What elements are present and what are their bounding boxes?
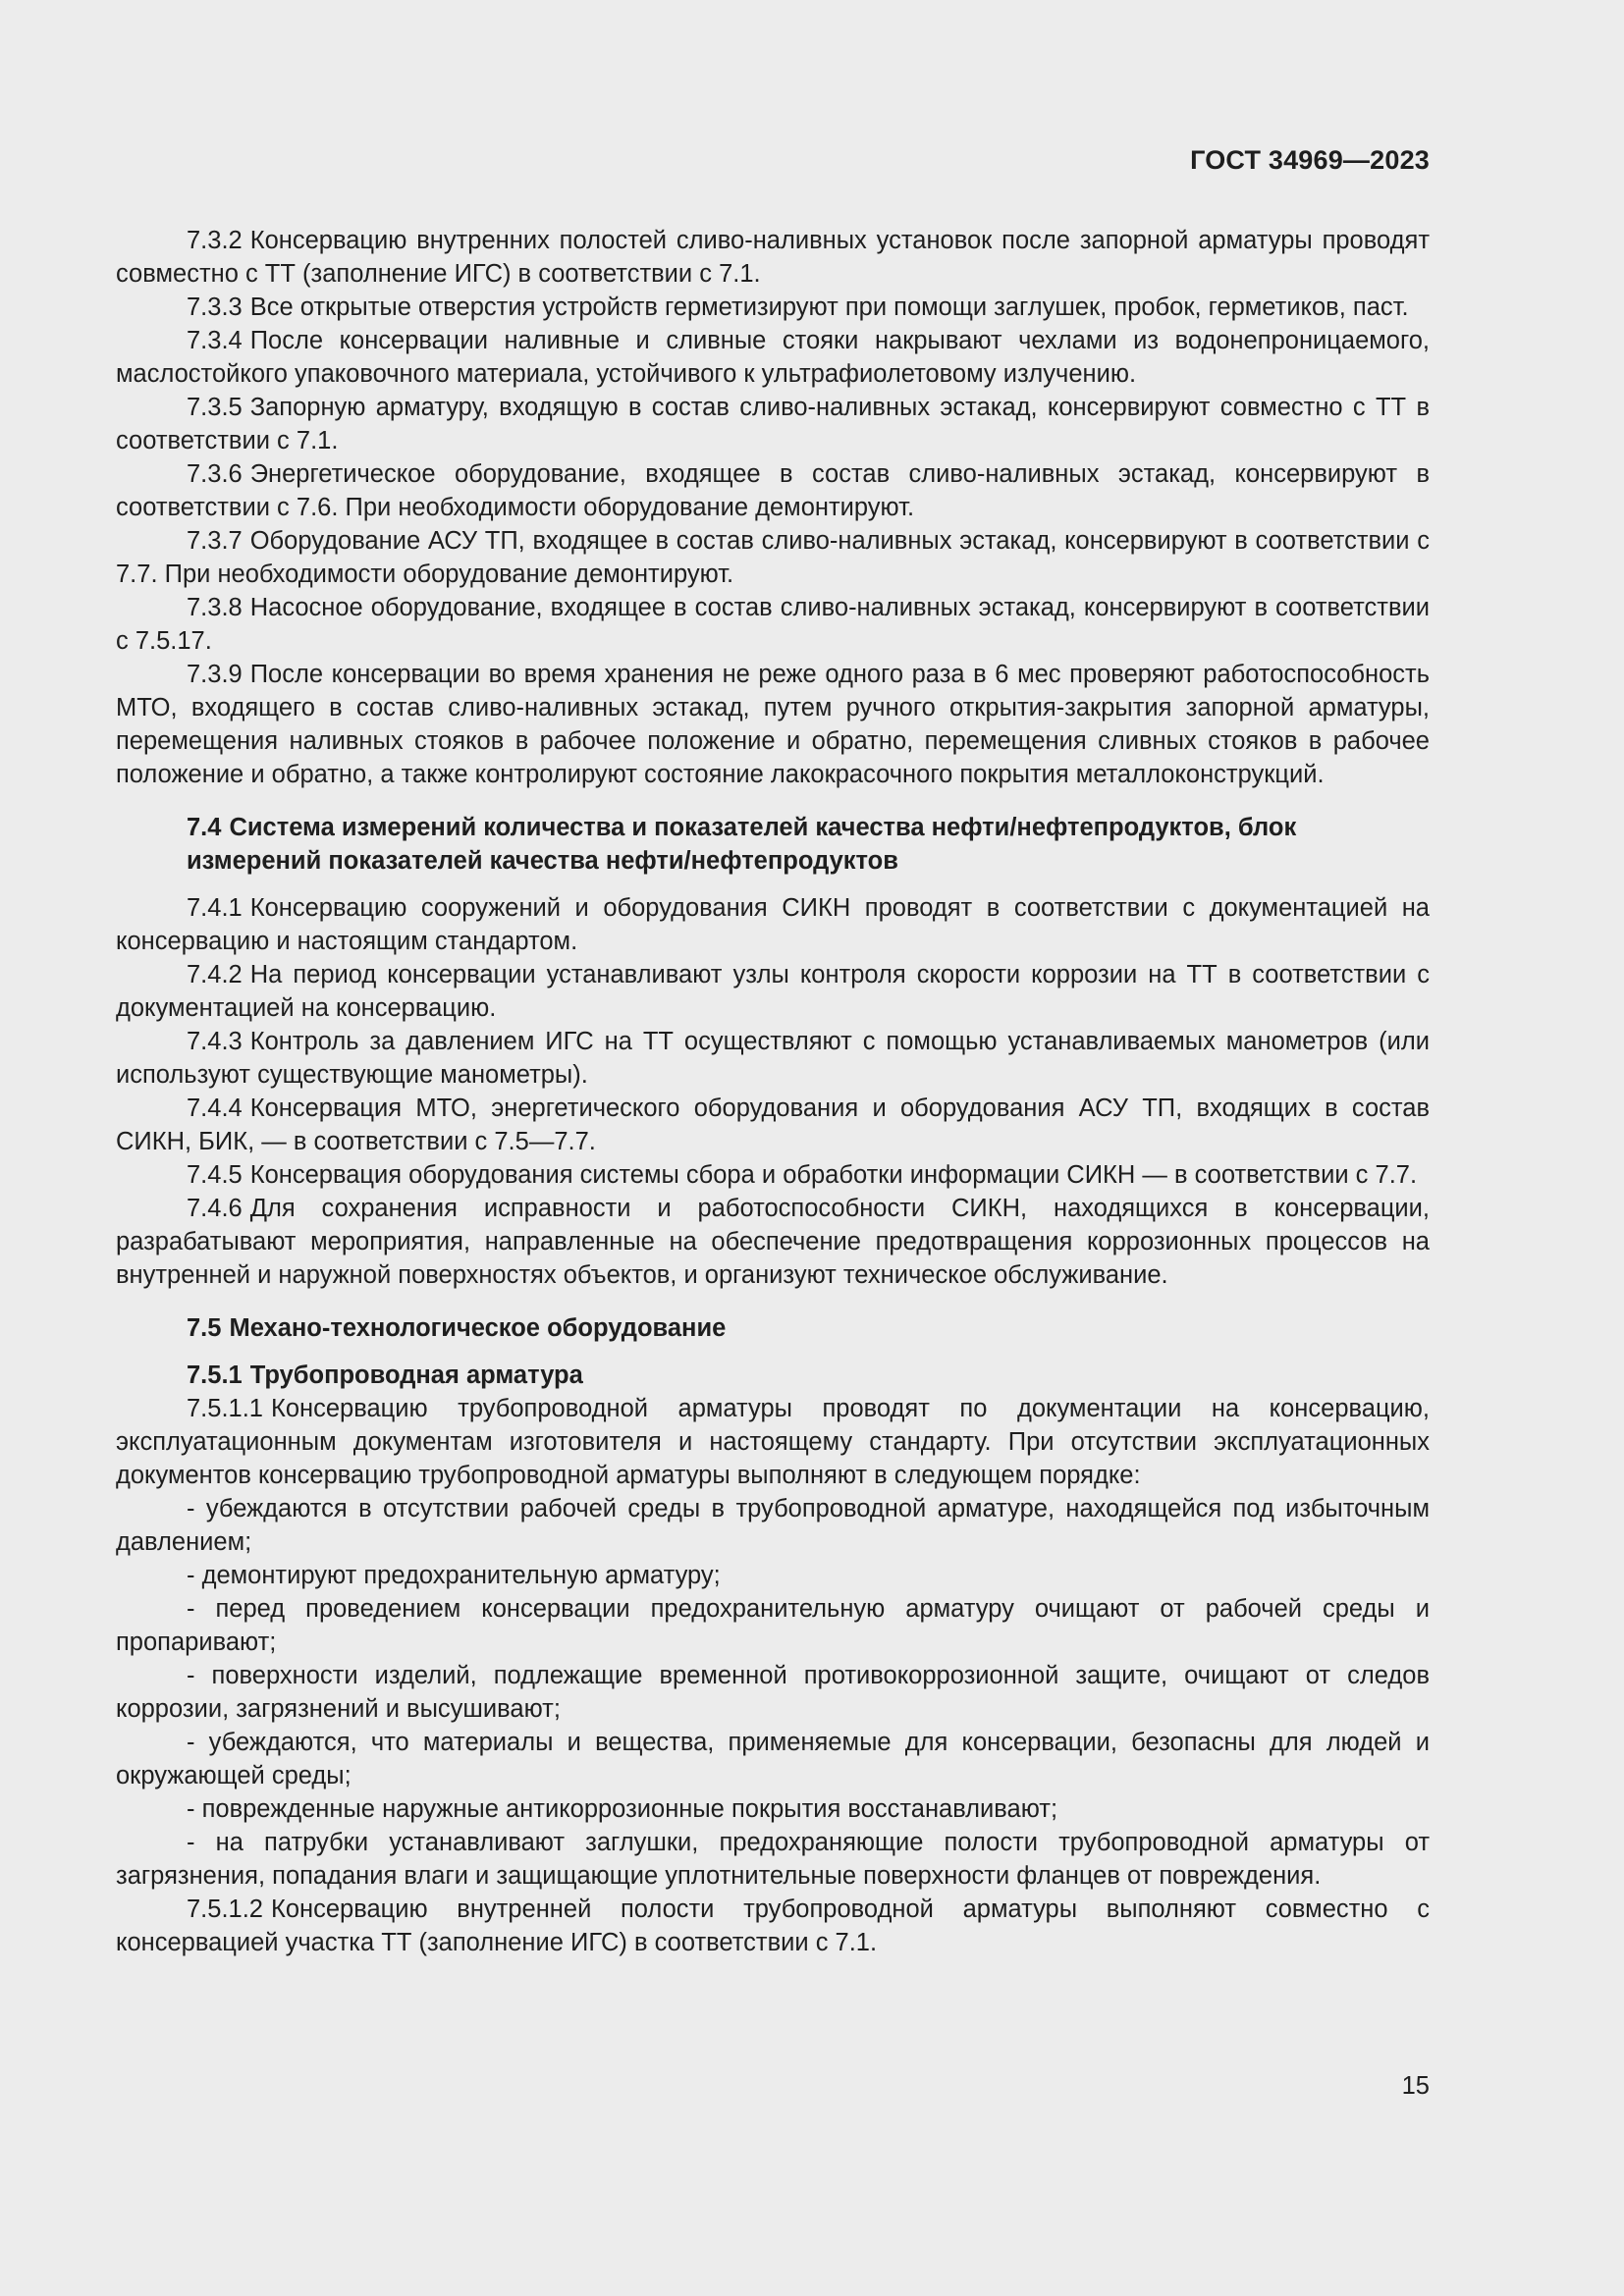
paragraph-7-3-8 (116, 591, 1430, 658)
clause-number: 7.4.1 (187, 894, 243, 922)
clause-text: Все открытые отверстия устройств герметизируют при помощи заглушек, пробок, герметиков, паст. (249, 294, 1409, 321)
list-item: - убеждаются в отсутствии рабочей среды в трубопроводной арматуре, находящейся под избыточным давлением; (116, 1495, 1430, 1556)
clause-number: 7.3.6 (187, 460, 243, 488)
paragraph-7-4-2 (116, 958, 1430, 1025)
clause-number: 7.3.2 (187, 227, 243, 254)
paragraph-7-3-7 (116, 524, 1430, 591)
paragraph-7-3-6 (116, 457, 1430, 524)
paragraph-7-5-1-1 (116, 1392, 1430, 1492)
subsection-heading-7-5-1 (116, 1359, 1430, 1392)
paragraph-7-3-4 (116, 324, 1430, 391)
page-number: 15 (1401, 2072, 1430, 2100)
paragraph-7-3-2 (116, 224, 1430, 291)
section-heading-7-5 (116, 1311, 1430, 1345)
paragraph-7-3-3 (116, 291, 1430, 324)
section-number: 7.5 (187, 1314, 222, 1342)
clause-text: Консервацию внутренней полости трубопроводной арматуры выполняют совместно с консервацией участка ТТ (заполнение ИГС) в соответствии с 7.1. (116, 1896, 1430, 1956)
section-number: 7.4 (187, 814, 222, 841)
clause-number: 7.3.5 (187, 394, 243, 421)
clause-number: 7.3.8 (187, 594, 243, 621)
list-item: - демонтируют предохранительную арматуру; (187, 1562, 721, 1589)
clause-number: 7.4.2 (187, 961, 243, 988)
clause-text: После консервации во время хранения не реже одного раза в 6 мес проверяют работоспособность МТО, входящего в состав сливо-наливных эстакад, путем ручного открытия-закрытия запорной арматуры, перемещения наливных стояков в рабочее положение и обратно, перемещения сливных стояков в рабочее положение и обратно, а также контролируют состояние лакокрасочного покрытия металлоконструкций. (116, 661, 1430, 788)
clause-number: 7.4.6 (187, 1195, 243, 1222)
section-number: 7.5.1 (187, 1362, 243, 1389)
list-item: - убеждаются, что материалы и вещества, применяемые для консервации, безопасны для людей и окружающей среды; (116, 1729, 1430, 1789)
clause-text: Контроль за давлением ИГС на ТТ осуществляют с помощью устанавливаемых манометров (или используют существующие манометры). (116, 1028, 1430, 1089)
list-item: - поверхности изделий, подлежащие временной противокоррозионной защите, очищают от следов коррозии, загрязнений и высушивают; (116, 1662, 1430, 1723)
section-title: Механо-технологическое оборудование (229, 1314, 727, 1342)
clause-number: 7.4.3 (187, 1028, 243, 1055)
paragraph-7-5-1-2 (116, 1893, 1430, 1959)
paragraph-7-3-9 (116, 658, 1430, 791)
clause-text: Для сохранения исправности и работоспособности СИКН, находящихся в консервации, разрабатывают мероприятия, направленные на обеспечение предотвращения коррозионных процессов на внутренней и наружной поверхностях объектов, и организуют техническое обслуживание. (116, 1195, 1430, 1289)
paragraph-7-4-6 (116, 1192, 1430, 1292)
list-item: - поврежденные наружные антикоррозионные покрытия восстанавливают; (187, 1795, 1058, 1823)
clause-text: Консервацию внутренних полостей сливо-наливных установок после запорной арматуры проводят совместно с ТТ (заполнение ИГС) в соответствии с 7.1. (116, 227, 1430, 288)
clause-number: 7.5.1.1 (187, 1395, 263, 1422)
clause-text: Запорную арматуру, входящую в состав сливо-наливных эстакад, консервируют совместно с ТТ в соответствии с 7.1. (116, 394, 1430, 454)
clause-text: Насосное оборудование, входящее в состав сливо-наливных эстакад, консервируют в соответствии с 7.5.17. (116, 594, 1430, 655)
list-item: - перед проведением консервации предохранительную арматуру очищают от рабочей среды и пропаривают; (116, 1595, 1430, 1656)
section-title: Трубопроводная арматура (249, 1362, 583, 1389)
section-title: Система измерений количества и показателей качества нефти/нефтепродуктов, блок измерений показателей качества нефти/нефтепродуктов (187, 814, 1297, 875)
paragraph-7-4-5 (116, 1158, 1430, 1192)
clause-text: Консервация МТО, энергетического оборудования и оборудования АСУ ТП, входящих в состав СИКН, БИК, — в соответствии с 7.5—7.7. (116, 1095, 1430, 1155)
document-body (116, 224, 1430, 1959)
clause-number: 7.3.7 (187, 527, 243, 555)
clause-number: 7.4.5 (187, 1161, 243, 1189)
clause-text: Консервацию трубопроводной арматуры проводят по документации на консервацию, эксплуатационным документам изготовителя и настоящему стандарту. При отсутствии эксплуатационных документов консервацию трубопроводной арматуры выполняют в следующем порядке: (116, 1395, 1430, 1489)
clause-number: 7.5.1.2 (187, 1896, 263, 1923)
paragraph-7-4-3 (116, 1025, 1430, 1092)
document-id-header: ГОСТ 34969—2023 (1190, 145, 1430, 175)
list-item: - на патрубки устанавливают заглушки, предохраняющие полости трубопроводной арматуры от загрязнения, попадания влаги и защищающие уплотнительные поверхности фланцев от повреждения. (116, 1829, 1430, 1890)
section-heading-7-4 (116, 811, 1430, 878)
clause-number: 7.3.3 (187, 294, 243, 321)
clause-text: Консервацию сооружений и оборудования СИКН проводят в соответствии с документацией на консервацию и настоящим стандартом. (116, 894, 1430, 955)
paragraph-7-4-1 (116, 891, 1430, 958)
clause-text: После консервации наливные и сливные стояки накрывают чехлами из водонепроницаемого, маслостойкого упаковочного материала, устойчивого к ультрафиолетовому излучению. (116, 327, 1430, 388)
clause-number: 7.4.4 (187, 1095, 243, 1122)
paragraph-7-3-5 (116, 391, 1430, 457)
clause-text: Энергетическое оборудование, входящее в состав сливо-наливных эстакад, консервируют в соответствии с 7.6. При необходимости оборудование демонтируют. (116, 460, 1430, 521)
paragraph-7-4-4 (116, 1092, 1430, 1158)
clause-text: Консервация оборудования системы сбора и обработки информации СИКН — в соответствии с 7.7. (249, 1161, 1418, 1189)
clause-number: 7.3.9 (187, 661, 243, 688)
clause-text: На период консервации устанавливают узлы контроля скорости коррозии на ТТ в соответствии с документацией на консервацию. (116, 961, 1430, 1022)
clause-text: Оборудование АСУ ТП, входящее в состав сливо-наливных эстакад, консервируют в соответствии с 7.7. При необходимости оборудование демонтируют. (116, 527, 1430, 588)
clause-number: 7.3.4 (187, 327, 243, 354)
